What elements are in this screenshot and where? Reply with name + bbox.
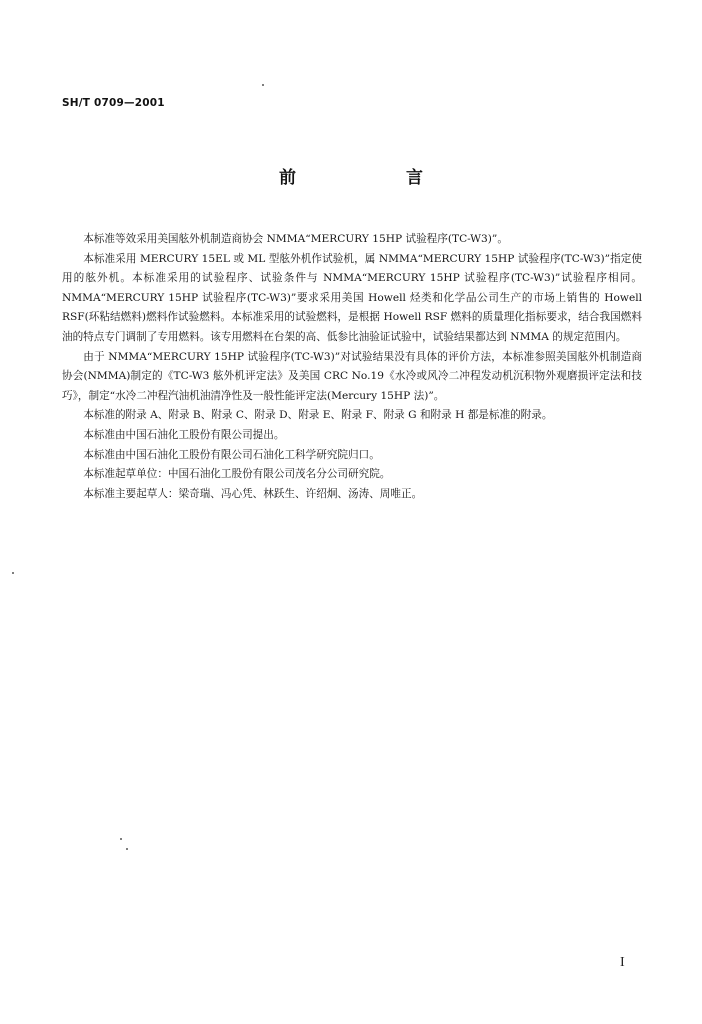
- scan-speck: [120, 838, 122, 840]
- page-number: I: [620, 955, 625, 970]
- paragraph-6: 本标准由中国石油化工股份有限公司石油化工科学研究院归口。: [83, 448, 380, 461]
- page-title: 前 言: [279, 168, 475, 188]
- scan-speck: [262, 84, 264, 86]
- paragraph-5: 本标准由中国石油化工股份有限公司提出。: [83, 428, 285, 441]
- paragraph-1: 本标准等效采用美国舷外机制造商协会 NMMA“MERCURY 15HP 试验程序(TC-W3)”。: [83, 233, 508, 245]
- paragraph-4: 本标准的附录 A、附录 B、附录 C、附录 D、附录 E、附录 F、附录 G 和附录 H 都是标准的附录。: [83, 409, 553, 422]
- paragraph-3: 由于 NMMA“MERCURY 15HP 试验程序(TC-W3)”对试验结果没有具体的评价方法，本标准参照美国舷外机制造商协会(NMMA)制定的《TC-W3 舷外机评定法》及美国 CRC No.19《水冷或风冷二冲程发动机沉积物外观磨损评定法和技巧》，制定“水冷二冲程汽油机油清净性及一般性能评定法(Mercury 15HP 法)”。: [62, 350, 642, 402]
- standard-code: SH/T 0709—2001: [62, 97, 165, 109]
- scan-speck: [126, 848, 128, 850]
- paragraph-2: 本标准采用 MERCURY 15EL 或 ML 型舷外机作试验机，属 NMMA“MERCURY 15HP 试验程序(TC-W3)”指定使用的舷外机。本标准采用的试验程序、试验条件与 NMMA“MERCURY 15HP 试验程序(TC-W3)”试验程序相同。NMMA“MERCURY 15HP 试验程序(TC-W3)”要求采用美国 Howell 烃类和化学品公司生产的市场上销售的 Howell RSF(环粘结燃料)燃料作试验燃料。本标准采用的试验燃料，是根据 Howell RSF 燃料的质量理化指标要求，结合我国燃料油的特点专门调制了专用燃料。该专用燃料在台架的高、低参比油验证试验中，试验结果都达到 NMMA 的规定范围内。: [62, 252, 642, 343]
- scan-speck: [12, 572, 14, 574]
- preface-body: [62, 230, 642, 504]
- paragraph-8: 本标准主要起草人：梁奇瑞、冯心凭、林跃生、许绍炯、汤涛、周唯正。: [83, 487, 423, 500]
- paragraph-7: 本标准起草单位：中国石油化工股份有限公司茂名分公司研究院。: [83, 468, 391, 481]
